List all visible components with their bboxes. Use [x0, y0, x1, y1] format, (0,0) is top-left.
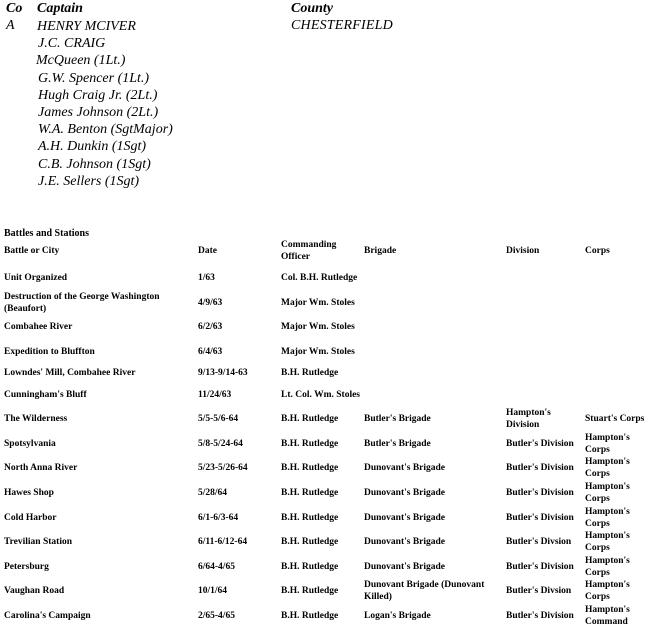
battle-cell: Destruction of the George Washington (Beaufort)	[4, 291, 160, 314]
battle-cell: The Wilderness	[4, 414, 68, 425]
county-header: County	[291, 1, 334, 16]
brigade-cell: Logan's Brigade	[364, 611, 431, 622]
brigade-cell	[364, 266, 506, 291]
corps-cell: Hampton's Corps	[585, 506, 630, 529]
officer-cell: B.H. Rutledge	[281, 586, 339, 597]
corps-cell: Stuart's Corps	[585, 414, 645, 425]
date-cell: 1/63	[198, 273, 215, 284]
captain-entry: Hugh Craig Jr. (2Lt.)	[38, 87, 158, 103]
brigade-cell	[364, 340, 506, 365]
battle-cell: Lowndes' Mill, Combahee River	[4, 368, 136, 379]
officer-cell: Lt. Col. Wm. Stoles	[281, 389, 360, 400]
corps-cell: Hampton's Corps	[585, 482, 630, 505]
date-cell: 11/24/63	[198, 389, 232, 400]
captain-entry: HENRY MCIVER	[37, 19, 136, 34]
officer-cell: B.H. Rutledge	[281, 368, 339, 379]
col-header-battle: Battle or City	[4, 246, 60, 256]
captain-entry: W.A. Benton (SgtMajor)	[38, 122, 173, 138]
table-header-row	[4, 236, 654, 266]
table-row	[4, 481, 654, 506]
brigade-cell	[364, 382, 506, 407]
date-cell: 4/9/63	[198, 297, 223, 308]
captain-entry: J.C. CRAIG	[38, 36, 106, 52]
division-cell: Butler's Divsion	[506, 537, 572, 548]
division-cell: Butler's Division	[506, 611, 574, 622]
battle-cell: Combahee River	[4, 322, 73, 333]
corps-cell	[585, 266, 654, 291]
battle-cell: Trevilian Station	[4, 537, 73, 548]
division-cell: Butler's Division	[506, 512, 574, 523]
battle-cell: Petersburg	[4, 561, 49, 572]
division-cell	[506, 382, 585, 407]
table-row	[4, 604, 654, 629]
table-row	[4, 456, 654, 481]
table-row	[4, 407, 654, 432]
battle-cell: Cunningham's Bluff	[4, 389, 87, 400]
date-cell: 6/1-6/3-64	[198, 512, 239, 523]
captain-entry: McQueen (1Lt.)	[36, 53, 126, 69]
table-row	[4, 315, 654, 340]
table-row	[4, 530, 654, 555]
officer-cell: B.H. Rutledge	[281, 414, 339, 425]
date-cell: 6/4/63	[198, 347, 223, 358]
officer-cell: B.H. Rutledge	[281, 611, 339, 622]
col-header-corps: Corps	[585, 246, 610, 256]
battle-cell: Carolina's Campaign	[4, 611, 91, 622]
captain-header: Captain	[37, 1, 83, 16]
officer-cell: Major Wm. Stoles	[281, 347, 355, 358]
col-header-brigade: Brigade	[364, 246, 397, 256]
table-row	[4, 555, 654, 580]
captain-list	[36, 18, 173, 190]
officer-cell: B.H. Rutledge	[281, 438, 339, 449]
company-roster	[6, 0, 646, 200]
division-cell	[506, 266, 585, 291]
battle-cell: Spotsylvania	[4, 438, 56, 449]
battle-cell: North Anna River	[4, 463, 78, 474]
table-row	[4, 340, 654, 365]
corps-cell	[585, 315, 654, 340]
corps-cell: Hampton's Corps	[585, 580, 630, 603]
captain-entry: J.E. Sellers (1Sgt)	[38, 173, 140, 189]
corps-cell	[585, 382, 654, 407]
corps-cell	[585, 291, 654, 316]
table-row	[4, 364, 654, 382]
battles-table	[4, 236, 654, 628]
division-cell	[506, 364, 585, 382]
division-cell	[506, 291, 585, 316]
corps-cell: Hampton's Corps	[585, 555, 630, 578]
date-cell: 6/11-6/12-64	[198, 537, 248, 548]
division-cell	[506, 340, 585, 365]
officer-cell: B.H. Rutledge	[281, 488, 339, 499]
division-cell: Butler's Division	[506, 463, 574, 474]
date-cell: 9/13-9/14-63	[198, 368, 248, 379]
battle-cell: Unit Organized	[4, 273, 68, 284]
brigade-cell: Butler's Brigade	[364, 414, 431, 425]
corps-cell: Hampton's Corps	[585, 432, 630, 455]
table-row	[4, 432, 654, 457]
date-cell: 5/5-5/6-64	[198, 414, 239, 425]
date-cell: 5/28/64	[198, 488, 228, 499]
brigade-cell: Dunovant's Brigade	[364, 488, 446, 499]
brigade-cell: Dunovant Brigade (Dunovant Killed)	[364, 580, 485, 603]
corps-cell	[585, 340, 654, 365]
battles-section-title: Battles and Stations	[4, 228, 90, 239]
officer-cell: Major Wm. Stoles	[281, 322, 355, 333]
brigade-cell	[364, 291, 506, 316]
division-cell: Butler's Division	[506, 488, 574, 499]
corps-cell: Hampton's Corps	[585, 531, 630, 554]
officer-cell: Major Wm. Stoles	[281, 297, 355, 308]
brigade-cell: Dunovant's Brigade	[364, 561, 446, 572]
col-header-officer: Commanding Officer	[281, 240, 337, 262]
battle-cell: Expedition to Bluffton	[4, 347, 95, 358]
captain-entry: James Johnson (2Lt.)	[38, 104, 159, 120]
corps-cell: Hampton's Command	[585, 605, 630, 628]
officer-cell: B.H. Rutledge	[281, 561, 339, 572]
date-cell: 6/2/63	[198, 322, 223, 333]
date-cell: 6/64-4/65	[198, 561, 235, 572]
division-cell: Hampton's Division	[506, 408, 551, 431]
date-cell: 2/65-4/65	[198, 611, 235, 622]
officer-cell: B.H. Rutledge	[281, 537, 339, 548]
captain-entry: C.B. Johnson (1Sgt)	[38, 156, 151, 172]
date-cell: 5/8-5/24-64	[198, 438, 243, 449]
company-letter: A	[6, 18, 15, 33]
county-name: CHESTERFIELD	[291, 18, 393, 33]
division-cell: Butler's Division	[506, 438, 574, 449]
captain-entry: A.H. Dunkin (1Sgt)	[38, 139, 147, 155]
division-cell	[506, 315, 585, 340]
officer-cell: B.H. Rutledge	[281, 512, 339, 523]
brigade-cell	[364, 315, 506, 340]
battle-cell: Cold Harbor	[4, 512, 57, 523]
brigade-cell	[364, 364, 506, 382]
date-cell: 5/23-5/26-64	[198, 463, 248, 474]
officer-cell: Col. B.H. Rutledge	[281, 273, 358, 284]
table-row	[4, 382, 654, 407]
battle-cell: Hawes Shop	[4, 488, 54, 499]
col-header-division: Division	[506, 246, 540, 256]
date-cell: 10/1/64	[198, 586, 228, 597]
corps-cell	[585, 364, 654, 382]
table-row	[4, 505, 654, 530]
brigade-cell: Dunovant's Brigade	[364, 463, 446, 474]
table-row	[4, 266, 654, 291]
brigade-cell: Dunovant's Brigade	[364, 512, 446, 523]
division-cell: Butler's Division	[506, 561, 574, 572]
col-header-date: Date	[198, 246, 217, 256]
corps-cell: Hampton's Corps	[585, 457, 630, 480]
table-row	[4, 579, 654, 604]
officer-cell: B.H. Rutledge	[281, 463, 339, 474]
captain-entry: G.W. Spencer (1Lt.)	[38, 70, 150, 86]
co-header: Co	[6, 1, 23, 16]
table-row	[4, 291, 654, 316]
brigade-cell: Dunovant's Brigade	[364, 537, 446, 548]
division-cell: Butler's Divsion	[506, 586, 572, 597]
battle-cell: Vaughan Road	[4, 586, 65, 597]
brigade-cell: Butler's Brigade	[364, 438, 431, 449]
